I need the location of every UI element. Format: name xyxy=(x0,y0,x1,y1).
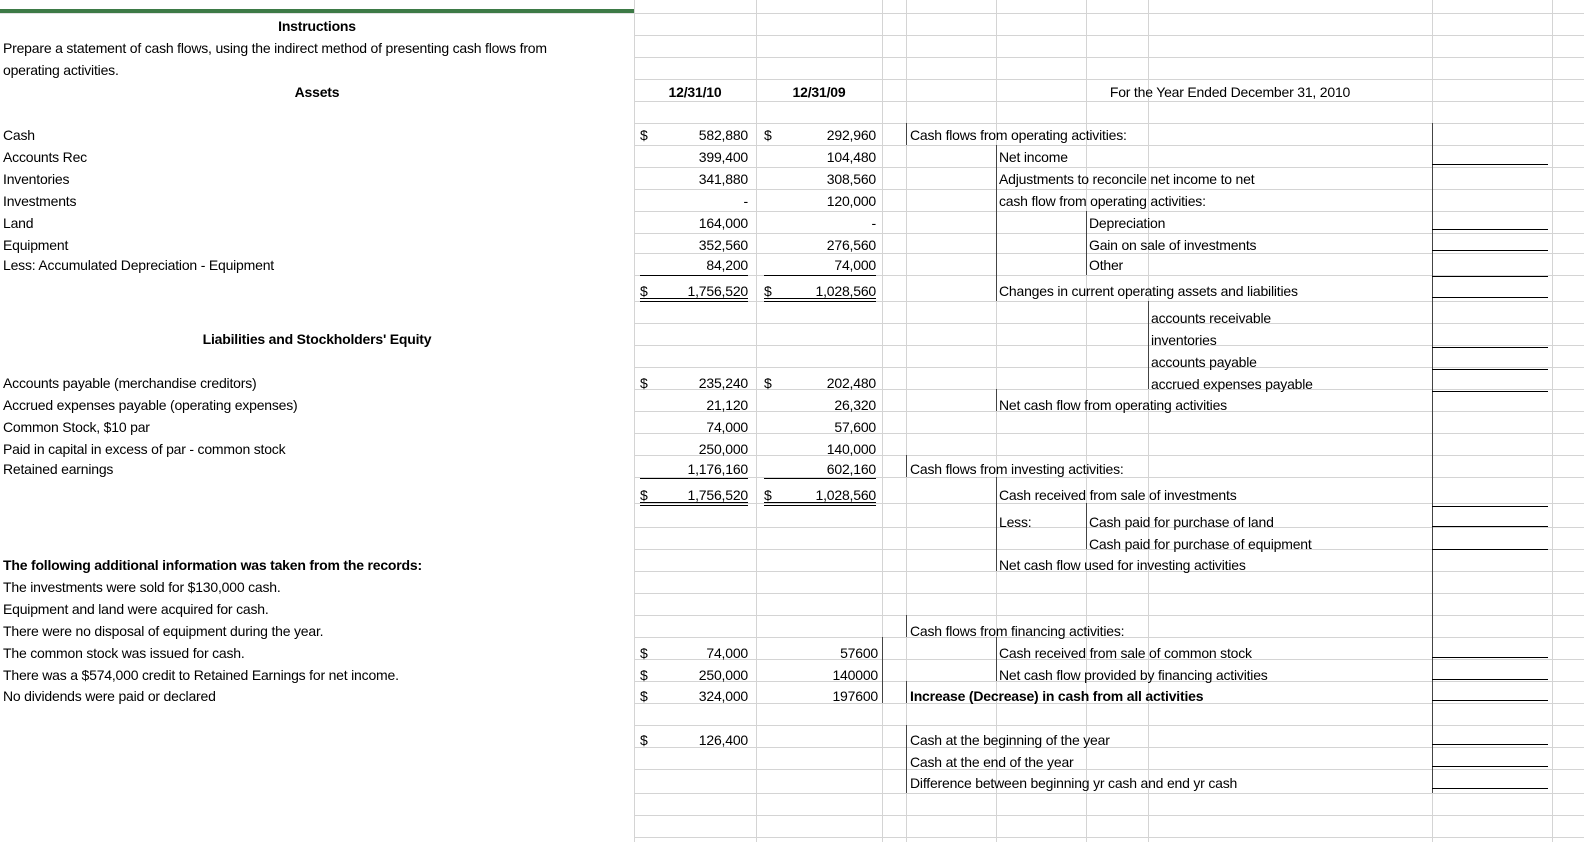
liability-label: Accounts payable (merchandise creditors) xyxy=(3,375,257,391)
additional-info-line: Equipment and land were acquired for cash. xyxy=(3,601,269,617)
liability-value-2009: 140,000 xyxy=(826,441,876,457)
additional-info-line: There were no disposal of equipment during the year. xyxy=(3,623,324,639)
currency-symbol: $ xyxy=(640,487,648,503)
asset-value-2010: 582,880 xyxy=(698,127,748,143)
asset-label: Accounts Rec xyxy=(3,149,87,165)
liability-value-2010: 21,120 xyxy=(706,397,748,413)
additional-info-line: The common stock was issued for cash. xyxy=(3,645,245,661)
cf-accrued: accrued expenses payable xyxy=(1151,376,1313,392)
asset-value-2009: 308,560 xyxy=(826,171,876,187)
asset-value-2009: 104,480 xyxy=(826,149,876,165)
liability-label: Paid in capital in excess of par - common stock xyxy=(3,441,286,457)
col-header-2010: 12/31/10 xyxy=(668,84,722,100)
calc-value-a: 74,000 xyxy=(706,645,748,661)
additional-info-line: There was a $574,000 credit to Retained Earnings for net income. xyxy=(3,667,399,683)
cf-increase: Increase (Decrease) in cash from all activities xyxy=(910,688,1204,704)
currency-symbol: $ xyxy=(640,667,648,683)
currency-symbol: $ xyxy=(764,127,772,143)
assets-total-2010: 1,756,520 xyxy=(687,283,748,299)
asset-value-2009: 74,000 xyxy=(834,257,876,273)
cf-purchase-equipment: Cash paid for purchase of equipment xyxy=(1089,536,1312,552)
additional-info-line: No dividends were paid or declared xyxy=(3,688,216,704)
cf-inventories: inventories xyxy=(1151,332,1217,348)
cf-cash-end: Cash at the end of the year xyxy=(910,754,1074,770)
instructions-title: Instructions xyxy=(278,18,356,34)
liability-value-2009: 57,600 xyxy=(834,419,876,435)
liability-value-2009: 26,320 xyxy=(834,397,876,413)
additional-info-line: The investments were sold for $130,000 cash. xyxy=(3,579,281,595)
cf-net-income: Net income xyxy=(999,149,1068,165)
liability-value-2010: 250,000 xyxy=(698,441,748,457)
cf-net-financing: Net cash flow provided by financing activities xyxy=(999,667,1268,683)
cf-net-investing: Net cash flow used for investing activities xyxy=(999,557,1246,573)
calc-value-b: 197600 xyxy=(832,688,878,704)
instructions-line-2: operating activities. xyxy=(3,62,119,78)
calc-value-b: 57600 xyxy=(840,645,878,661)
currency-symbol: $ xyxy=(640,375,648,391)
asset-value-2010: - xyxy=(743,193,748,209)
cf-sale-investments: Cash received from sale of investments xyxy=(999,487,1237,503)
currency-symbol: $ xyxy=(764,283,772,299)
cf-sale-stock: Cash received from sale of common stock xyxy=(999,645,1252,661)
asset-label: Cash xyxy=(3,127,35,143)
cashflow-period: For the Year Ended December 31, 2010 xyxy=(1109,84,1351,100)
calc-value-a: 250,000 xyxy=(698,667,748,683)
asset-value-2010: 399,400 xyxy=(698,149,748,165)
extra-value: 126,400 xyxy=(698,732,748,748)
calc-value-a: 324,000 xyxy=(698,688,748,704)
liability-label: Common Stock, $10 par xyxy=(3,419,150,435)
cf-less: Less: xyxy=(999,514,1032,530)
asset-label: Equipment xyxy=(3,237,69,253)
asset-value-2009: 276,560 xyxy=(826,237,876,253)
asset-value-2009: 120,000 xyxy=(826,193,876,209)
liab-total-2010: 1,756,520 xyxy=(687,487,748,503)
asset-value-2009: - xyxy=(871,215,876,231)
cf-adjust-2: cash flow from operating activities: xyxy=(999,193,1206,209)
currency-symbol: $ xyxy=(640,127,648,143)
currency-symbol: $ xyxy=(640,688,648,704)
liability-value-2009: 602,160 xyxy=(826,461,876,477)
currency-symbol: $ xyxy=(640,283,648,299)
currency-symbol: $ xyxy=(640,645,648,661)
asset-label: Land xyxy=(3,215,34,231)
instructions-line-1: Prepare a statement of cash flows, using the indirect method of presenting cash flows from xyxy=(3,40,547,56)
asset-label: Less: Accumulated Depreciation - Equipment xyxy=(3,257,274,273)
cf-adjust-1: Adjustments to reconcile net income to net xyxy=(999,171,1255,187)
cf-depreciation: Depreciation xyxy=(1089,215,1166,231)
cf-ar: accounts receivable xyxy=(1151,310,1271,326)
cf-changes: Changes in current operating assets and liabilities xyxy=(999,283,1298,299)
liability-value-2010: 74,000 xyxy=(706,419,748,435)
asset-value-2010: 84,200 xyxy=(706,257,748,273)
cf-cash-begin: Cash at the beginning of the year xyxy=(910,732,1110,748)
calc-value-b: 140000 xyxy=(832,667,878,683)
liability-value-2009: 202,480 xyxy=(826,375,876,391)
asset-value-2010: 352,560 xyxy=(698,237,748,253)
cf-net-operating: Net cash flow from operating activities xyxy=(999,397,1227,413)
cf-financing-header: Cash flows from financing activities: xyxy=(910,623,1125,639)
asset-label: Investments xyxy=(3,193,77,209)
cf-investing-header: Cash flows from investing activities: xyxy=(910,461,1124,477)
cf-operating-header: Cash flows from operating activities: xyxy=(910,127,1127,143)
selected-cell-border xyxy=(0,9,634,13)
cf-purchase-land: Cash paid for purchase of land xyxy=(1089,514,1274,530)
liabilities-header: Liabilities and Stockholders' Equity xyxy=(202,331,432,347)
cf-other: Other xyxy=(1089,257,1124,273)
cf-ap: accounts payable xyxy=(1151,354,1257,370)
currency-symbol: $ xyxy=(640,732,648,748)
liability-label: Retained earnings xyxy=(3,461,114,477)
liab-total-2009: 1,028,560 xyxy=(815,487,876,503)
currency-symbol: $ xyxy=(764,487,772,503)
assets-total-2009: 1,028,560 xyxy=(815,283,876,299)
col-header-2009: 12/31/09 xyxy=(792,84,846,100)
asset-value-2010: 164,000 xyxy=(698,215,748,231)
currency-symbol: $ xyxy=(764,375,772,391)
liability-value-2010: 235,240 xyxy=(698,375,748,391)
liability-label: Accrued expenses payable (operating expenses) xyxy=(3,397,298,413)
cf-difference: Difference between beginning yr cash and end yr cash xyxy=(910,775,1238,791)
asset-value-2009: 292,960 xyxy=(826,127,876,143)
assets-header: Assets xyxy=(294,84,340,100)
additional-header: The following additional information was taken from the records: xyxy=(3,557,422,573)
liability-value-2010: 1,176,160 xyxy=(687,461,748,477)
cf-gain: Gain on sale of investments xyxy=(1089,237,1257,253)
asset-value-2010: 341,880 xyxy=(698,171,748,187)
asset-label: Inventories xyxy=(3,171,70,187)
